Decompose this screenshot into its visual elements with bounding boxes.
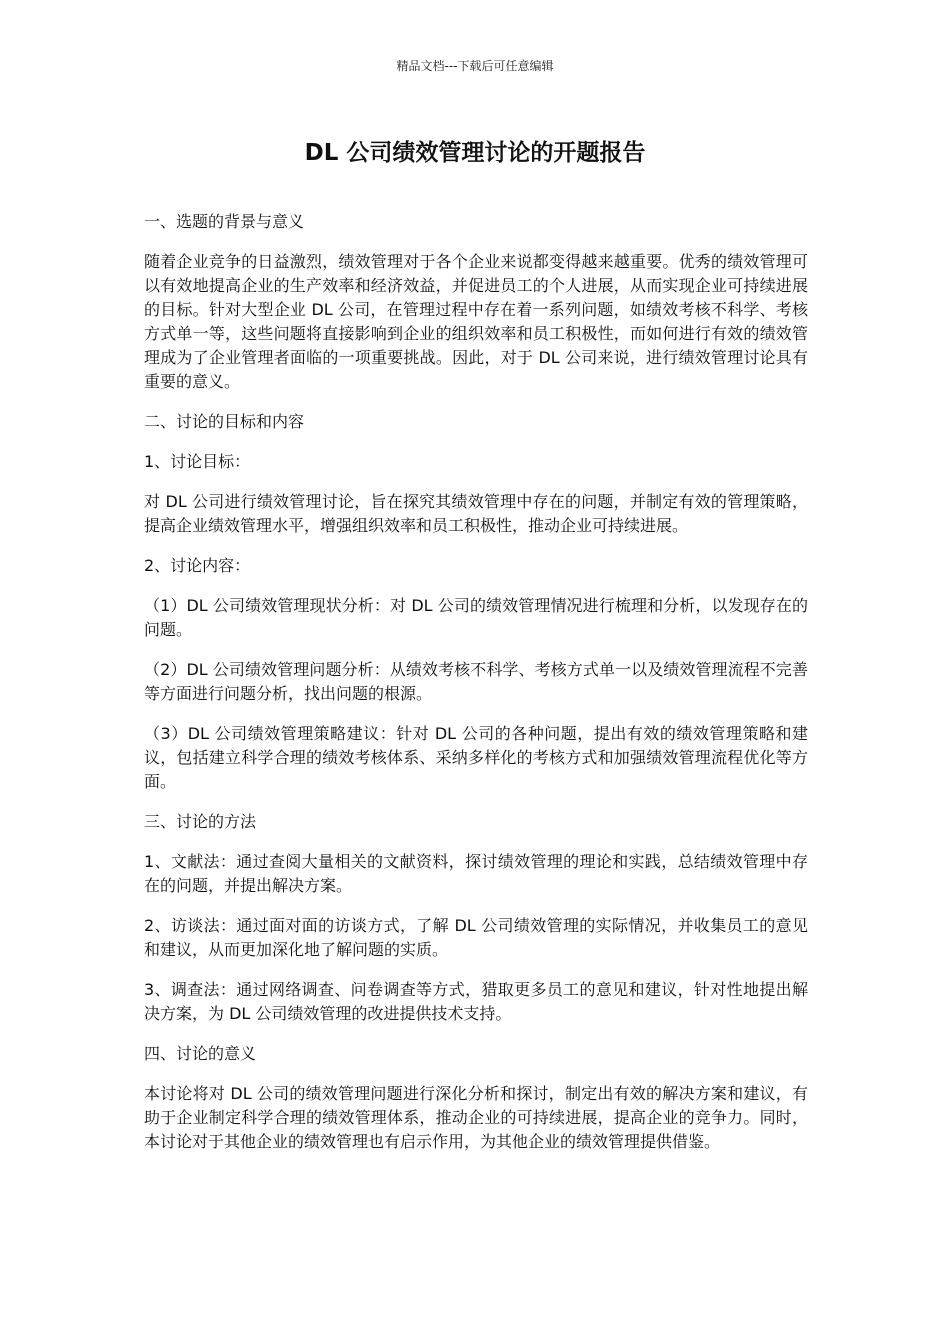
- paragraph-background: 随着企业竞争的日益激烈，绩效管理对于各个企业来说都变得越来越重要。优秀的绩效管理可以有效地提高企业的生产效率和经济效益，并促进员工的个人进展，从而实现企业可持续进展的目标。针对大型企业 DL 公司，在管理过程中存在着一系列问题，如绩效考核不科学、考核方式单一等，这些问题将直接影响到企业的组织效率和员工积极性，而如何进行有效的绩效管理成为了企业管理者面临的一项重要挑战。因此，对于 DL 公司来说，进行绩效管理讨论具有重要的意义。: [144, 252, 808, 391]
- document-body: [144, 210, 808, 1170]
- paragraph-content-item-1: （1）DL 公司绩效管理现状分析：对 DL 公司的绩效管理情况进行梳理和分析，以发现存在的问题。: [144, 596, 808, 639]
- paragraph-significance: 本讨论将对 DL 公司的绩效管理问题进行深化分析和探讨，制定出有效的解决方案和建议，有助于企业制定科学合理的绩效管理体系，推动企业的可持续进展，提高企业的竞争力。同时，本讨论对于其他企业的绩效管理也有启示作用，为其他企业的绩效管理提供借鉴。: [144, 1084, 808, 1151]
- section-heading-background: 一、选题的背景与意义: [144, 212, 305, 231]
- paragraph-goal: 对 DL 公司进行绩效管理讨论，旨在探究其绩效管理中存在的问题，并制定有效的管理策略，提高企业绩效管理水平，增强组织效率和员工积极性，推动企业可持续进展。: [144, 492, 808, 535]
- page-title: DL 公司绩效管理讨论的开题报告: [304, 140, 646, 166]
- paragraph-content-item-3: （3）DL 公司绩效管理策略建议：针对 DL 公司的各种问题，提出有效的绩效管理策略和建议，包括建立科学合理的绩效考核体系、采纳多样化的考核方式和加强绩效管理流程优化等方面。: [144, 724, 808, 791]
- paragraph-method-3: 3、调查法：通过网络调查、问卷调查等方式，猎取更多员工的意见和建议，针对性地提出解决方案，为 DL 公司绩效管理的改进提供技术支持。: [144, 980, 808, 1023]
- section-heading-goals: 二、讨论的目标和内容: [144, 412, 305, 431]
- section-heading-methods: 三、讨论的方法: [144, 812, 257, 831]
- subheading-goal: 1、讨论目标：: [144, 452, 251, 471]
- paragraph-content-item-2: （2）DL 公司绩效管理问题分析：从绩效考核不科学、考核方式单一以及绩效管理流程不完善等方面进行问题分析，找出问题的根源。: [144, 660, 808, 703]
- paragraph-method-2: 2、访谈法：通过面对面的访谈方式，了解 DL 公司绩效管理的实际情况，并收集员工的意见和建议，从而更加深化地了解问题的实质。: [144, 916, 808, 959]
- subheading-content: 2、讨论内容：: [144, 556, 251, 575]
- section-heading-significance: 四、讨论的意义: [144, 1044, 257, 1063]
- paragraph-method-1: 1、文献法：通过查阅大量相关的文献资料，探讨绩效管理的理论和实践，总结绩效管理中存在的问题，并提出解决方案。: [144, 852, 808, 895]
- header-note: 精品文档---下载后可任意编辑: [396, 59, 554, 73]
